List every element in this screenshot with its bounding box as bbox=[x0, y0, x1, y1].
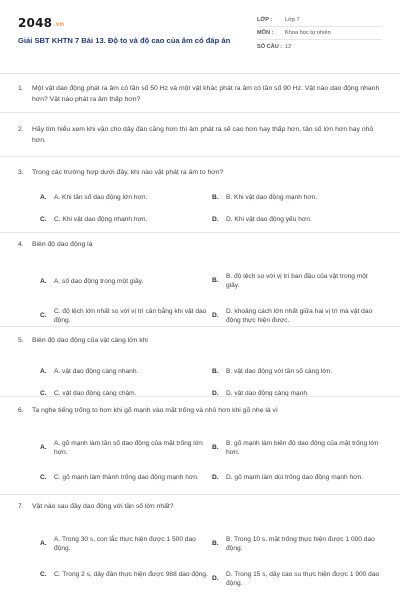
question-divider bbox=[0, 494, 400, 495]
question-text: 1. Một vật dao động phát ra âm có tần số 50 Hz và một vật khác phát ra âm có tần số 90 Hz. Vật nào dao động nhanh hơn? Vật nào phát ra âm thấp hơn? bbox=[18, 85, 380, 103]
option-d[interactable]: D. D. Trong 15 s, dây cao su thực hiện được 1 900 dao động. bbox=[212, 570, 380, 587]
question-text: 6. Ta nghe tiếng trống to hơn khi gõ mạnh vào mặt trống và nhỏ hơn khi gõ nhẹ là vì bbox=[18, 407, 278, 414]
option-a[interactable]: A. A. số dao động trong một giây. bbox=[40, 277, 144, 285]
question-divider bbox=[0, 326, 400, 327]
question-text: 2. Hãy tìm hiểu xem khi vặn cho dây đàn căng hơn thì âm phát ra sẽ cao hơn hay thấp hơn, tần số lớn hơn hay nhỏ hơn. bbox=[18, 126, 374, 144]
question-1 bbox=[18, 84, 384, 105]
question-divider bbox=[0, 396, 400, 397]
question-text: 5. Biên độ dao động của vật càng lớn khi bbox=[18, 337, 148, 344]
question-3 bbox=[18, 168, 384, 223]
question-divider bbox=[0, 112, 400, 113]
option-c[interactable]: C. C. độ lệch lớn nhất so với vị trí cân bằng khi vật dao động. bbox=[40, 307, 207, 324]
question-4 bbox=[18, 240, 384, 324]
option-a[interactable]: A. A. Khi tần số dao động lớn hơn. bbox=[40, 193, 148, 201]
option-d[interactable]: D. D. khoảng cách lớn nhất giữa hai vị trí mà vật dao động thực hiện được. bbox=[212, 307, 373, 324]
meta-value: Khoa học tự nhiên bbox=[285, 30, 331, 36]
question-7 bbox=[18, 502, 384, 587]
meta-row-subject bbox=[257, 27, 382, 40]
meta-row-class bbox=[257, 14, 382, 27]
option-c[interactable]: C. C. Trong 2 s, dây đàn thực hiện được 988 dao động. bbox=[40, 570, 208, 578]
question-6 bbox=[18, 406, 384, 481]
header bbox=[18, 10, 382, 70]
option-c[interactable]: C. C. Khi vật dao động nhanh hơn. bbox=[40, 215, 148, 223]
option-b[interactable]: B. B. gõ mạnh làm biên độ dao động của mặt trống lớn hơn. bbox=[212, 439, 379, 456]
option-d[interactable]: D. D. gõ mạnh làm dùi trống dao động mạnh hơn. bbox=[212, 473, 364, 481]
meta-value: 12 bbox=[285, 43, 292, 50]
option-b[interactable]: B. B. Khi vật dao động mạnh hơn. bbox=[212, 193, 318, 201]
option-a[interactable]: A. A. gõ mạnh làm tần số dao động của mặt trống lớn hơn. bbox=[40, 439, 203, 456]
question-5 bbox=[18, 336, 384, 397]
option-d[interactable]: D. D. Khi vật dao động yếu hơn. bbox=[212, 215, 312, 223]
meta-value: Lớp 7 bbox=[285, 17, 300, 23]
option-b[interactable]: B. B. độ lệch so với vị trí ban đầu của vật trong một giây. bbox=[212, 272, 368, 289]
option-a[interactable]: A. A. Trong 30 s, con lắc thực hiện được 1 500 dao động. bbox=[40, 535, 196, 552]
option-a[interactable]: A. A. vật dao động càng nhanh. bbox=[40, 367, 139, 375]
option-c[interactable]: C. C. gõ mạnh làm thành trống dao động mạnh hơn. bbox=[40, 473, 199, 481]
question-divider bbox=[0, 156, 400, 157]
option-d[interactable]: D. D. vật dao động càng mạnh. bbox=[212, 389, 309, 397]
meta-label: MÔN : bbox=[257, 30, 274, 36]
brand bbox=[18, 10, 253, 70]
meta-row-count bbox=[257, 40, 382, 53]
option-b[interactable]: B. B. vật dao động với tần số càng lớn. bbox=[212, 367, 333, 375]
meta-label: SỐ CÂU : bbox=[257, 43, 283, 50]
option-c[interactable]: C. C. vật dao động càng chậm. bbox=[40, 389, 137, 397]
meta-table bbox=[257, 14, 382, 70]
question-text: 3. Trong các trường hợp dưới đây, khi nào vật phát ra âm to hơn? bbox=[18, 169, 224, 176]
page-title: Giải SBT KHTN 7 Bài 13. Độ to và độ cao của âm có đáp án bbox=[18, 36, 231, 45]
meta-label: LỚP : bbox=[257, 17, 273, 23]
question-divider bbox=[0, 232, 400, 233]
question-text: 7. Vật nào sau đây dao động với tần số lớn nhất? bbox=[18, 503, 174, 510]
question-2 bbox=[18, 125, 384, 146]
header-divider bbox=[0, 73, 400, 74]
option-b[interactable]: B. B. Trong 10 s, mặt trống thực hiện được 1 000 dao động. bbox=[212, 535, 375, 552]
site-logo[interactable]: 2048.vn bbox=[18, 16, 65, 30]
question-text: 4. Biên độ dao động là bbox=[18, 241, 93, 248]
